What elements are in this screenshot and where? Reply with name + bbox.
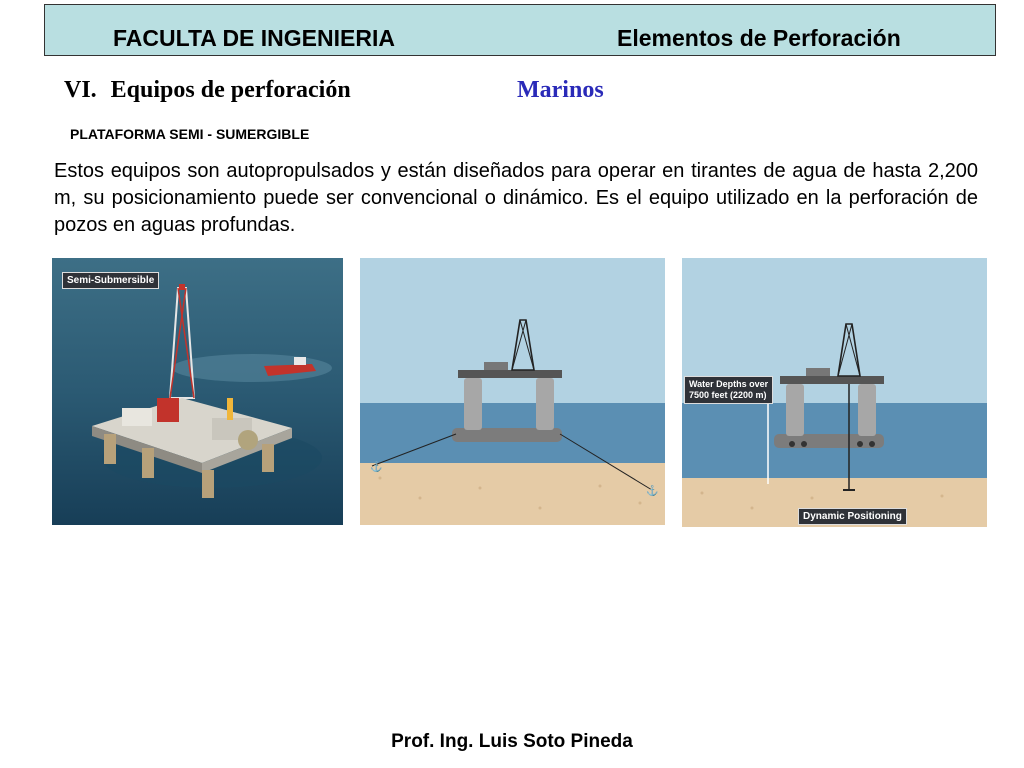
body-paragraph: Estos equipos son autopropulsados y están diseñados para operar en tirantes de agua de hasta 2,200 m, su posicionamiento puede ser convencional o dinámico. Es el equipo utilizado en la perforación de pozos en aguas profundas.: [54, 160, 978, 236]
water-depth-label: [684, 376, 773, 404]
section-number: VI.: [64, 77, 97, 103]
dynamic-positioning-diagram: [682, 258, 987, 527]
section-heading: [64, 77, 351, 104]
footer-author: Prof. Ing. Luis Soto Pineda: [391, 731, 633, 752]
subtitle: PLATAFORMA SEMI - SUMERGIBLE: [70, 126, 310, 142]
faculty-title: FACULTA DE INGENIERIA: [113, 25, 395, 51]
svg-text:⚓: ⚓: [646, 486, 659, 497]
course-title: Elementos de Perforación: [617, 25, 901, 51]
section-category: Marinos: [517, 77, 604, 103]
svg-text:⚓: ⚓: [370, 462, 383, 473]
header-banner: [44, 4, 996, 56]
moored-semisub-diagram: [360, 258, 665, 525]
photo-label: Semi-Submersible: [62, 272, 159, 289]
section-title: Equipos de perforación: [110, 77, 351, 103]
water-depth-line1: Water Depths over: [689, 379, 769, 389]
dynamic-positioning-label: Dynamic Positioning: [798, 508, 907, 525]
water-depth-line2: 7500 feet (2200 m): [689, 390, 767, 400]
semi-submersible-photo: [52, 258, 343, 525]
